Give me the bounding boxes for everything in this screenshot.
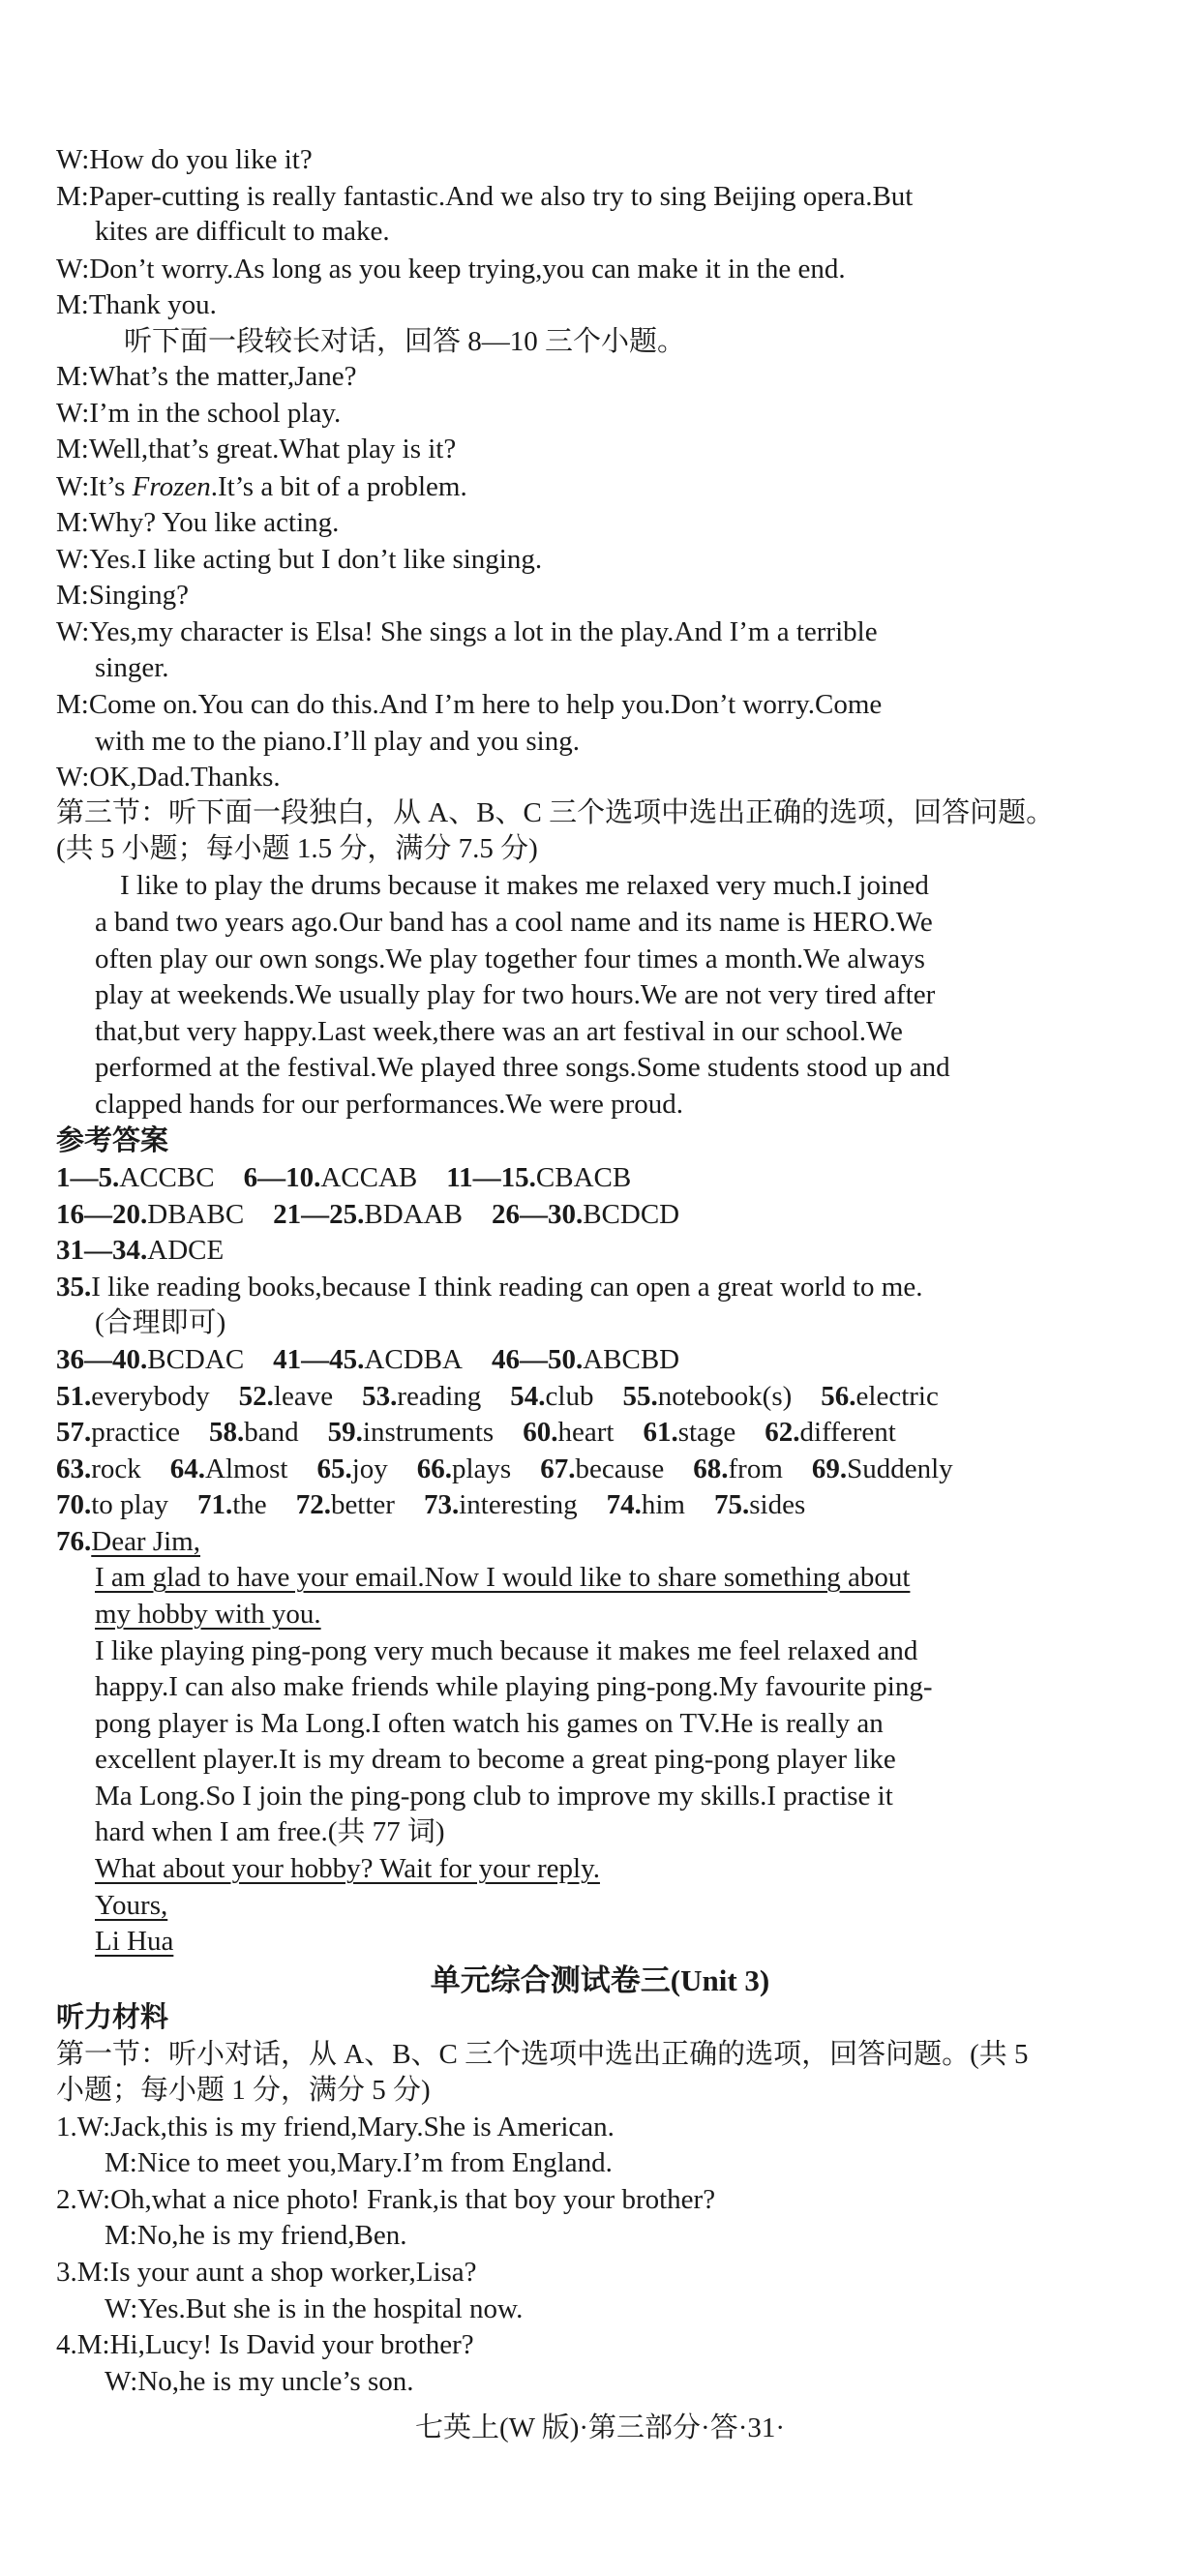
section1-instruction: 第一节：听小对话，从 A、B、C 三个选项中选出正确的选项，回答问题。(共 5 [56, 2039, 1029, 2070]
section1-instruction: 小题；每小题 1 分，满分 5 分) [56, 2075, 431, 2106]
dialogue-line: W:Yes,my character is Elsa! She sings a lot in the play.And I’m a terrible [56, 616, 878, 647]
monologue-line: that,but very happy.Last week,there was an art festival in our school.We [95, 1016, 903, 1047]
answers-heading: 参考答案 [56, 1125, 169, 1156]
essay-greeting-line: 76.Dear Jim, [56, 1526, 200, 1557]
monologue-line: I like to play the drums because it makes me relaxed very much.I joined [120, 870, 929, 901]
answer-35: 35.I like reading books,because I think reading can open a great world to me. [56, 1272, 923, 1303]
monologue-line: play at weekends.We usually play for two hours.We are not very tired after [95, 979, 936, 1010]
dialogue-line: M:Come on.You can do this.And I’m here to help you.Don’t worry.Come [56, 689, 883, 720]
essay-body-line: Ma Long.So I join the ping-pong club to improve my skills.I practise it [95, 1781, 893, 1812]
answers-row: 70.to play 71.the 72.better 73.interesting 74.him 75.sides [56, 1489, 806, 1520]
answers-row: 31—34.ADCE [56, 1235, 225, 1266]
listening-heading: 听力材料 [56, 2002, 169, 2033]
short-dialogue-line: M:Nice to meet you,Mary.I’m from England. [105, 2147, 613, 2178]
dialogue-line: M:Why? You like acting. [56, 507, 340, 538]
answers-row: 57.practice 58.band 59.instruments 60.heart 61.stage 62.different [56, 1417, 896, 1448]
essay-intro: my hobby with you. [95, 1599, 321, 1630]
monologue-line: a band two years ago.Our band has a cool name and its name is HERO.We [95, 907, 933, 938]
monologue-line: often play our own songs.We play together four times a month.We always [95, 944, 925, 974]
short-dialogue-line: 4.M:Hi,Lucy! Is David your brother? [56, 2329, 474, 2360]
dialogue-line: M:Paper-cutting is really fantastic.And we also try to sing Beijing opera.But [56, 181, 914, 212]
essay-body-line: I like playing ping-pong very much because it makes me feel relaxed and [95, 1635, 918, 1666]
unit-title: 单元综合测试卷三(Unit 3) [430, 1964, 770, 1997]
dialogue-line: W:OK,Dad.Thanks. [56, 762, 281, 793]
dialogue-line: with me to the piano.I’ll play and you sing. [95, 726, 580, 757]
dialogue-line: M:What’s the matter,Jane? [56, 361, 357, 392]
dialogue-line: W:Don’t worry.As long as you keep trying,you can make it in the end. [56, 254, 846, 285]
section3-instruction: 第三节：听下面一段独白，从 A、B、C 三个选项中选出正确的选项，回答问题。 [56, 797, 1055, 828]
dialogue-line: singer. [95, 652, 169, 683]
dialogue-line: M:Singing? [56, 580, 189, 611]
instruction-8-10: 听下面一段较长对话，回答 8—10 三个小题。 [124, 326, 686, 357]
answers-row: 51.everybody 52.leave 53.reading 54.club 55.notebook(s) 56.electric [56, 1381, 939, 1412]
monologue-line: clapped hands for our performances.We were proud. [95, 1089, 684, 1120]
answers-row: 36—40.BCDAC 41—45.ACDBA 46—50.ABCBD [56, 1344, 680, 1375]
essay-body-line: pong player is Ma Long.I often watch his games on TV.He is really an [95, 1708, 884, 1739]
answers-row: 1—5.ACCBC 6—10.ACCAB 11—15.CBACB [56, 1162, 632, 1193]
essay-body-line: happy.I can also make friends while playing ping-pong.My favourite ping- [95, 1671, 933, 1702]
short-dialogue-line: 2.W:Oh,what a nice photo! Frank,is that boy your brother? [56, 2184, 716, 2215]
essay-signature: Li Hua [95, 1926, 174, 1957]
short-dialogue-line: M:No,he is my friend,Ben. [105, 2220, 407, 2251]
page-footer: 七英上(W 版)·第三部分·答·31· [414, 2412, 786, 2443]
monologue-line: performed at the festival.We played three songs.Some students stood up and [95, 1052, 950, 1083]
dialogue-line-frozen: W:It’s Frozen.It’s a bit of a problem. [56, 471, 467, 502]
dialogue-line: W:How do you like it? [56, 144, 313, 175]
short-dialogue-line: 3.M:Is your aunt a shop worker,Lisa? [56, 2257, 477, 2288]
dialogue-line: W:Yes.I like acting but I don’t like singing. [56, 544, 543, 575]
essay-body-line: hard when I am free.(共 77 词) [95, 1816, 445, 1847]
short-dialogue-line: W:No,he is my uncle’s son. [105, 2366, 414, 2397]
essay-yours: Yours, [95, 1890, 168, 1921]
dialogue-line: M:Well,that’s great.What play is it? [56, 434, 457, 464]
dialogue-line: W:I’m in the school play. [56, 398, 342, 429]
essay-body-line: excellent player.It is my dream to become a great ping-pong player like [95, 1744, 896, 1775]
answers-row: 63.rock 64.Almost 65.joy 66.plays 67.because 68.from 69.Suddenly [56, 1453, 953, 1484]
short-dialogue-line: W:Yes.But she is in the hospital now. [105, 2293, 524, 2324]
essay-closing: What about your hobby? Wait for your reply. [95, 1853, 600, 1884]
answers-row: 16—20.DBABC 21—25.BDAAB 26—30.BCDCD [56, 1199, 680, 1230]
short-dialogue-line: 1.W:Jack,this is my friend,Mary.She is American. [56, 2112, 615, 2142]
dialogue-line: M:Thank you. [56, 289, 217, 320]
dialogue-line: kites are difficult to make. [95, 216, 390, 247]
answer-35-note: (合理即可) [95, 1307, 226, 1338]
essay-intro: I am glad to have your email.Now I would like to share something about [95, 1562, 911, 1593]
section3-instruction: (共 5 小题；每小题 1.5 分，满分 7.5 分) [56, 833, 538, 864]
